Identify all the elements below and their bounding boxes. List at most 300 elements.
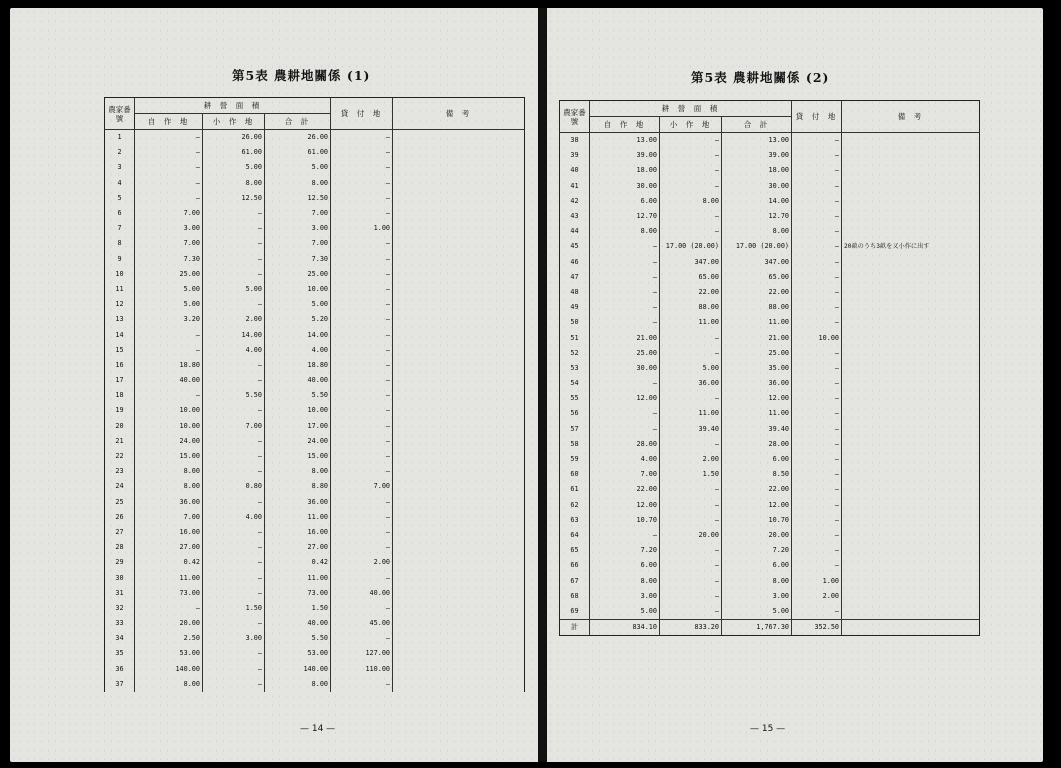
- leased-out-cell: —: [792, 224, 842, 239]
- owned-land-cell: 15.00: [135, 449, 203, 464]
- table-row: [560, 163, 980, 178]
- remarks-cell: [842, 285, 980, 300]
- leased-out-cell: —: [331, 252, 393, 267]
- owned-land-cell: 28.00: [590, 437, 660, 452]
- household-no-cell: 10: [105, 267, 135, 282]
- total-cell: 1,767.30: [722, 620, 792, 636]
- leased-out-cell: —: [792, 422, 842, 437]
- household-no-cell: 16: [105, 358, 135, 373]
- tenant-land-cell: —: [203, 449, 265, 464]
- owned-land-cell: —: [590, 422, 660, 437]
- household-no-cell: 28: [105, 540, 135, 555]
- table-row: [105, 358, 525, 373]
- table-row: [105, 252, 525, 267]
- total-cell: 12.00: [722, 391, 792, 406]
- table-row: [560, 194, 980, 209]
- owned-land-cell: 16.00: [135, 525, 203, 540]
- table-row: [560, 498, 980, 513]
- remarks-cell: [842, 346, 980, 361]
- remarks-cell: [393, 434, 525, 449]
- remarks-cell: [393, 601, 525, 616]
- table-row: [105, 434, 525, 449]
- total-cell: 8.00: [265, 464, 331, 479]
- remarks-cell: [393, 479, 525, 494]
- tenant-land-cell: 12.50: [203, 191, 265, 206]
- total-cell: 24.00: [265, 434, 331, 449]
- remarks-cell: [393, 297, 525, 312]
- remarks-cell: [842, 513, 980, 528]
- remarks-cell: [393, 145, 525, 160]
- remarks-cell: [393, 130, 525, 146]
- leased-out-cell: —: [331, 160, 393, 175]
- household-no-cell: 56: [560, 406, 590, 421]
- total-cell: 22.00: [722, 285, 792, 300]
- remarks-cell: [842, 300, 980, 315]
- remarks-cell: [393, 206, 525, 221]
- table-row: [105, 221, 525, 236]
- owned-land-cell: 4.00: [590, 452, 660, 467]
- tenant-land-cell: —: [203, 555, 265, 570]
- table-row: [560, 573, 980, 588]
- household-no-cell: 53: [560, 361, 590, 376]
- household-no-cell: 5: [105, 191, 135, 206]
- tenant-land-cell: —: [660, 224, 722, 239]
- remarks-header: 備 考: [842, 101, 980, 133]
- owned-land-cell: 2.50: [135, 631, 203, 646]
- tenant-land-cell: 36.00: [660, 376, 722, 391]
- household-no-cell: 21: [105, 434, 135, 449]
- leased-out-cell: —: [792, 604, 842, 620]
- household-no-cell: 6: [105, 206, 135, 221]
- cultivated-area-header: 耕 營 面 積: [590, 101, 792, 117]
- remarks-cell: [842, 452, 980, 467]
- remarks-cell: [842, 330, 980, 345]
- remarks-cell: [842, 179, 980, 194]
- remarks-cell: [393, 419, 525, 434]
- leased-out-cell: —: [331, 419, 393, 434]
- household-no-cell: 11: [105, 282, 135, 297]
- owned-land-cell: 3.20: [135, 312, 203, 327]
- remarks-cell: [393, 631, 525, 646]
- household-no-cell: 40: [560, 163, 590, 178]
- table-row: [560, 437, 980, 452]
- household-no-cell: 45: [560, 239, 590, 254]
- table-row: [105, 570, 525, 585]
- household-no-cell: 58: [560, 437, 590, 452]
- table-row: [560, 224, 980, 239]
- owned-land-cell: 7.00: [135, 510, 203, 525]
- remarks-cell: [393, 555, 525, 570]
- owned-land-cell: —: [135, 388, 203, 403]
- total-cell: 18.00: [722, 163, 792, 178]
- owned-land-cell: 25.00: [590, 346, 660, 361]
- table-row: [560, 391, 980, 406]
- owned-land-cell: —: [135, 601, 203, 616]
- total-cell: 36.00: [265, 495, 331, 510]
- household-no-cell: 47: [560, 270, 590, 285]
- total-cell: 8.80: [265, 479, 331, 494]
- table-row: [560, 376, 980, 391]
- total-cell: 7.00: [265, 236, 331, 251]
- owned-land-cell: 20.00: [135, 616, 203, 631]
- household-no-cell: 24: [105, 479, 135, 494]
- table-row: [105, 403, 525, 418]
- table-row: [105, 145, 525, 160]
- left-page: [10, 8, 538, 762]
- tenant-land-cell: 4.00: [203, 510, 265, 525]
- tenant-land-cell: 833.20: [660, 620, 722, 636]
- farmland-table-part1: [104, 97, 525, 692]
- owned-land-cell: —: [590, 270, 660, 285]
- total-cell: 140.00: [265, 662, 331, 677]
- leased-out-cell: —: [331, 631, 393, 646]
- owned-land-header: 自 作 地: [590, 117, 660, 133]
- table-row: [105, 388, 525, 403]
- total-cell: 4.00: [265, 343, 331, 358]
- total-cell: 17.00: [265, 419, 331, 434]
- table-row: [105, 510, 525, 525]
- leased-out-cell: —: [331, 601, 393, 616]
- table-row: [105, 327, 525, 342]
- household-no-cell: 13: [105, 312, 135, 327]
- total-cell: 35.00: [722, 361, 792, 376]
- owned-land-cell: 40.00: [135, 373, 203, 388]
- remarks-cell: [842, 315, 980, 330]
- leased-out-cell: —: [331, 145, 393, 160]
- total-cell: 8.00: [722, 224, 792, 239]
- owned-land-cell: 6.00: [590, 194, 660, 209]
- owned-land-header: 自 作 地: [135, 114, 203, 130]
- household-no-cell: 67: [560, 573, 590, 588]
- remarks-cell: [842, 620, 980, 636]
- total-cell: 25.00: [265, 267, 331, 282]
- total-cell: 30.00: [722, 179, 792, 194]
- leased-out-cell: —: [792, 558, 842, 573]
- leased-out-cell: 352.50: [792, 620, 842, 636]
- total-cell: 12.70: [722, 209, 792, 224]
- owned-land-cell: 7.30: [135, 252, 203, 267]
- total-cell: 14.00: [722, 194, 792, 209]
- owned-land-cell: 8.00: [590, 224, 660, 239]
- owned-land-cell: 21.00: [590, 330, 660, 345]
- total-cell: 6.00: [722, 452, 792, 467]
- leased-out-cell: —: [792, 376, 842, 391]
- tenant-land-header: 小 作 地: [660, 117, 722, 133]
- tenant-land-cell: —: [203, 495, 265, 510]
- tenant-land-cell: 5.00: [203, 282, 265, 297]
- total-cell: 65.00: [722, 270, 792, 285]
- table-row: [560, 315, 980, 330]
- household-no-cell: 59: [560, 452, 590, 467]
- household-no-cell: 63: [560, 513, 590, 528]
- leased-out-cell: —: [331, 510, 393, 525]
- table-row: [105, 616, 525, 631]
- total-cell: 28.00: [722, 437, 792, 452]
- household-no-cell: 18: [105, 388, 135, 403]
- household-no-cell: 46: [560, 255, 590, 270]
- leased-out-cell: 10.00: [792, 330, 842, 345]
- household-no-cell: 2: [105, 145, 135, 160]
- table-row: [560, 255, 980, 270]
- remarks-cell: [393, 525, 525, 540]
- leased-out-cell: —: [331, 403, 393, 418]
- leased-out-cell: —: [792, 513, 842, 528]
- table-row: [560, 239, 980, 254]
- remarks-cell: [393, 646, 525, 661]
- owned-land-cell: 25.00: [135, 267, 203, 282]
- tenant-land-cell: —: [660, 604, 722, 620]
- table-row: [105, 206, 525, 221]
- leased-out-cell: —: [792, 270, 842, 285]
- tenant-land-cell: 2.00: [660, 452, 722, 467]
- leased-out-cell: —: [331, 540, 393, 555]
- remarks-cell: [393, 327, 525, 342]
- remarks-cell: [393, 662, 525, 677]
- total-cell: 5.20: [265, 312, 331, 327]
- owned-land-cell: —: [135, 343, 203, 358]
- leased-out-cell: 2.00: [792, 589, 842, 604]
- remarks-header: 備 考: [393, 98, 525, 130]
- total-cell: 21.00: [722, 330, 792, 345]
- leased-out-cell: —: [331, 570, 393, 585]
- tenant-land-cell: 26.00: [203, 130, 265, 146]
- table-row: [560, 422, 980, 437]
- tenant-land-cell: —: [203, 586, 265, 601]
- remarks-cell: [393, 540, 525, 555]
- total-cell: 14.00: [265, 327, 331, 342]
- owned-land-cell: 3.00: [135, 221, 203, 236]
- total-cell: 22.00: [722, 482, 792, 497]
- remarks-cell: [842, 255, 980, 270]
- leased-out-cell: 40.00: [331, 586, 393, 601]
- household-no-cell: 69: [560, 604, 590, 620]
- total-cell: 26.00: [265, 130, 331, 146]
- owned-land-cell: 12.70: [590, 209, 660, 224]
- tenant-land-cell: —: [660, 573, 722, 588]
- total-cell: 5.00: [265, 160, 331, 175]
- tenant-land-cell: —: [203, 540, 265, 555]
- household-no-cell: 20: [105, 419, 135, 434]
- remarks-cell: [842, 270, 980, 285]
- remarks-cell: [842, 209, 980, 224]
- tenant-land-cell: —: [203, 616, 265, 631]
- tenant-land-cell: —: [203, 267, 265, 282]
- tenant-land-cell: —: [203, 403, 265, 418]
- table-row: [560, 148, 980, 163]
- tenant-land-cell: —: [203, 646, 265, 661]
- total-cell: 7.20: [722, 543, 792, 558]
- table-row: [105, 176, 525, 191]
- leased-out-cell: —: [331, 297, 393, 312]
- tenant-land-cell: 8.00: [203, 176, 265, 191]
- leased-out-cell: —: [331, 206, 393, 221]
- tenant-land-cell: —: [203, 221, 265, 236]
- household-no-cell: 48: [560, 285, 590, 300]
- total-cell: 8.00: [265, 677, 331, 692]
- tenant-land-cell: 11.00: [660, 315, 722, 330]
- owned-land-cell: 73.00: [135, 586, 203, 601]
- total-cell: 25.00: [722, 346, 792, 361]
- leased-out-cell: —: [331, 312, 393, 327]
- owned-land-cell: —: [135, 145, 203, 160]
- total-cell: 40.00: [265, 373, 331, 388]
- remarks-cell: [842, 133, 980, 149]
- household-no-cell: 38: [560, 133, 590, 149]
- page-title: 第5表 農耕地關係 (2): [691, 70, 830, 85]
- tenant-land-cell: —: [203, 297, 265, 312]
- tenant-land-cell: —: [660, 589, 722, 604]
- table-row: [105, 449, 525, 464]
- household-no-cell: 41: [560, 179, 590, 194]
- tenant-land-cell: —: [660, 179, 722, 194]
- table-row: [560, 543, 980, 558]
- remarks-cell: [393, 282, 525, 297]
- owned-land-cell: 10.00: [135, 403, 203, 418]
- table-row: [105, 464, 525, 479]
- owned-land-cell: 53.00: [135, 646, 203, 661]
- remarks-cell: [842, 376, 980, 391]
- table-row: [105, 160, 525, 175]
- tenant-land-cell: 61.00: [203, 145, 265, 160]
- tenant-land-cell: —: [660, 163, 722, 178]
- total-cell: 0.42: [265, 555, 331, 570]
- household-no-cell: 29: [105, 555, 135, 570]
- leased-out-cell: —: [331, 525, 393, 540]
- owned-land-cell: 6.00: [590, 558, 660, 573]
- tenant-land-cell: 65.00: [660, 270, 722, 285]
- page-number: — 15 —: [750, 724, 786, 734]
- leased-out-cell: —: [792, 482, 842, 497]
- total-cell: 7.00: [265, 206, 331, 221]
- owned-land-cell: 8.00: [590, 573, 660, 588]
- household-no-cell: 30: [105, 570, 135, 585]
- table-row: [105, 419, 525, 434]
- household-no-cell: 8: [105, 236, 135, 251]
- owned-land-cell: 5.00: [135, 282, 203, 297]
- owned-land-cell: 7.00: [135, 236, 203, 251]
- leased-out-cell: —: [331, 236, 393, 251]
- total-cell: 1.50: [265, 601, 331, 616]
- remarks-cell: [393, 403, 525, 418]
- tenant-land-cell: —: [203, 464, 265, 479]
- tenant-land-cell: 0.80: [203, 479, 265, 494]
- household-no-cell: 54: [560, 376, 590, 391]
- remarks-cell: [393, 358, 525, 373]
- household-no-cell: 66: [560, 558, 590, 573]
- tenant-land-cell: —: [203, 525, 265, 540]
- total-cell: 13.00: [722, 133, 792, 149]
- table-row: [105, 297, 525, 312]
- tenant-land-cell: 39.40: [660, 422, 722, 437]
- total-header: 合 計: [265, 114, 331, 130]
- leased-out-cell: —: [331, 327, 393, 342]
- leased-out-cell: 1.00: [331, 221, 393, 236]
- right-page: [547, 8, 1043, 762]
- household-no-cell: 4: [105, 176, 135, 191]
- household-no-cell: 44: [560, 224, 590, 239]
- tenant-land-cell: —: [203, 662, 265, 677]
- total-cell: 10.00: [265, 282, 331, 297]
- table-row: [560, 558, 980, 573]
- table-row: [105, 282, 525, 297]
- total-cell: 6.00: [722, 558, 792, 573]
- household-no-cell: 49: [560, 300, 590, 315]
- owned-land-cell: 7.00: [135, 206, 203, 221]
- total-cell: 5.50: [265, 631, 331, 646]
- household-no-header: 農家番號: [560, 101, 590, 133]
- tenant-land-cell: —: [203, 677, 265, 692]
- total-cell: 12.50: [265, 191, 331, 206]
- household-no-cell: 33: [105, 616, 135, 631]
- table-row: [105, 540, 525, 555]
- owned-land-cell: —: [135, 327, 203, 342]
- table-row: [105, 677, 525, 692]
- total-row: [560, 620, 980, 636]
- table-row: [105, 479, 525, 494]
- table-row: [105, 267, 525, 282]
- table-row: [560, 270, 980, 285]
- household-no-cell: 14: [105, 327, 135, 342]
- total-cell: 8.00: [265, 176, 331, 191]
- household-no-cell: 52: [560, 346, 590, 361]
- tenant-land-cell: 14.00: [203, 327, 265, 342]
- tenant-land-cell: —: [660, 437, 722, 452]
- total-cell: 40.00: [265, 616, 331, 631]
- leased-out-cell: 7.00: [331, 479, 393, 494]
- tenant-land-cell: —: [660, 209, 722, 224]
- household-no-cell: 15: [105, 343, 135, 358]
- tenant-land-cell: —: [660, 148, 722, 163]
- table-row: [105, 631, 525, 646]
- table-row: [560, 133, 980, 149]
- tenant-land-cell: —: [203, 358, 265, 373]
- household-no-cell: 9: [105, 252, 135, 267]
- owned-land-cell: 10.70: [590, 513, 660, 528]
- cultivated-area-header: 耕 營 面 積: [135, 98, 331, 114]
- remarks-cell: [393, 343, 525, 358]
- owned-land-cell: 24.00: [135, 434, 203, 449]
- total-cell: 5.00: [722, 604, 792, 620]
- household-no-cell: 42: [560, 194, 590, 209]
- leased-out-cell: 45.00: [331, 616, 393, 631]
- remarks-cell: [393, 267, 525, 282]
- owned-land-cell: 8.00: [135, 677, 203, 692]
- tenant-land-cell: 1.50: [660, 467, 722, 482]
- tenant-land-cell: 20.00: [660, 528, 722, 543]
- remarks-cell: [842, 163, 980, 178]
- remarks-cell: [842, 498, 980, 513]
- leased-out-cell: —: [331, 388, 393, 403]
- leased-out-cell: —: [331, 267, 393, 282]
- leased-out-cell: —: [792, 452, 842, 467]
- tenant-land-cell: 8.00: [660, 194, 722, 209]
- owned-land-cell: 13.00: [590, 133, 660, 149]
- leased-out-cell: 1.00: [792, 573, 842, 588]
- leased-out-cell: —: [331, 449, 393, 464]
- remarks-cell: [842, 467, 980, 482]
- owned-land-cell: 5.00: [135, 297, 203, 312]
- owned-land-cell: 36.00: [135, 495, 203, 510]
- owned-land-cell: —: [135, 130, 203, 146]
- leased-out-cell: —: [792, 148, 842, 163]
- owned-land-cell: —: [135, 191, 203, 206]
- leased-out-cell: —: [792, 179, 842, 194]
- household-no-cell: 34: [105, 631, 135, 646]
- tenant-land-cell: 5.50: [203, 388, 265, 403]
- leased-out-cell: —: [792, 528, 842, 543]
- remarks-cell: [842, 361, 980, 376]
- table-row: [560, 467, 980, 482]
